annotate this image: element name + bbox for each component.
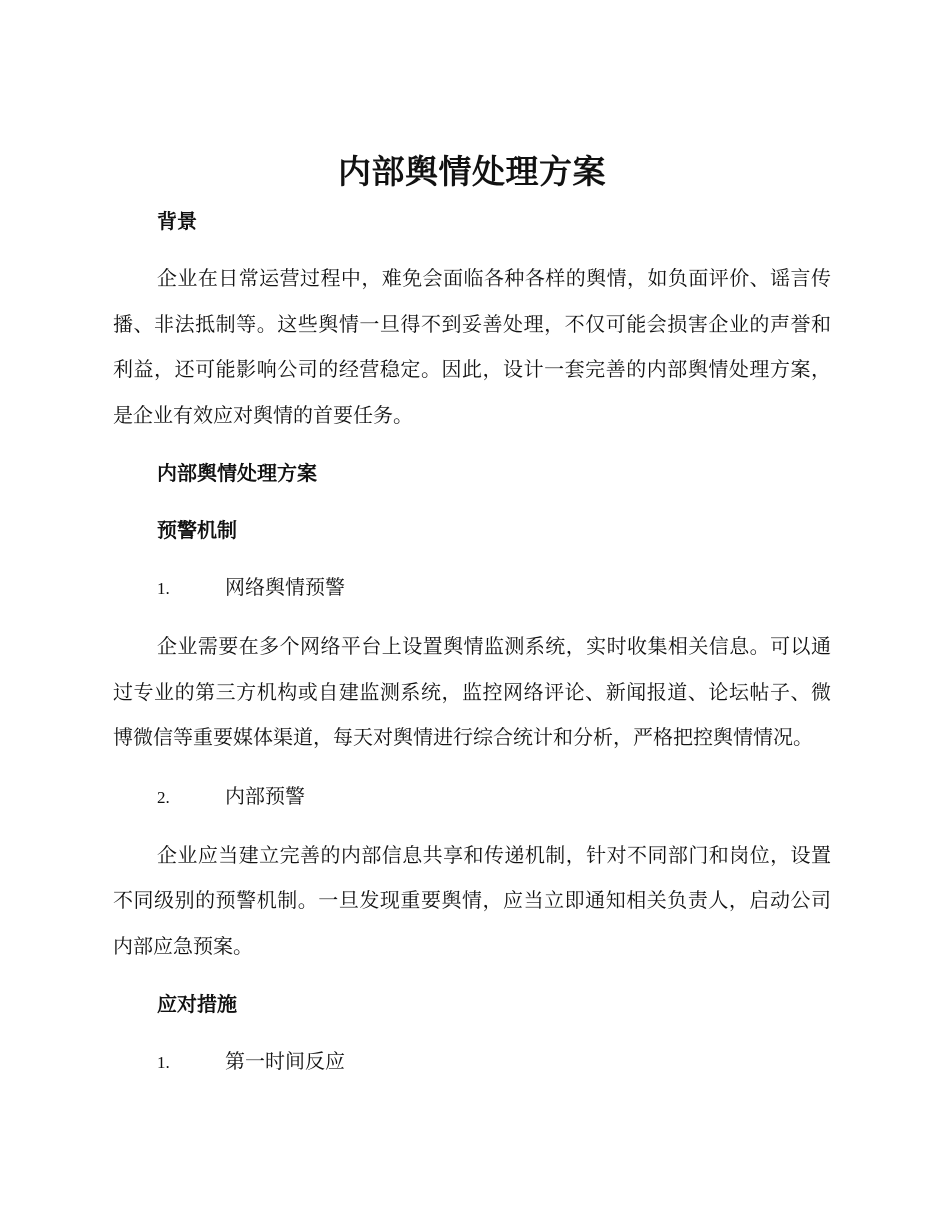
list-item-internal-warning [113,781,831,813]
document-body [113,148,831,1078]
list-label: 内部预警 [225,783,305,808]
background-paragraph: 企业在日常运营过程中，难免会面临各种各样的舆情，如负面评价、谣言传播、非法抵制等。这些舆情一旦得不到妥善处理，不仅可能会损害企业的声誉和利益，还可能影响公司的经营稳定。因此，设计一套完善的内部舆情处理方案，是企业有效应对舆情的首要任务。 [113,266,831,427]
list-number: 2. [157,787,170,807]
internal-warning-paragraph: 企业应当建立完善的内部信息共享和传递机制，针对不同部门和岗位，设置不同级别的预警机制。一旦发现重要舆情，应当立即通知相关负责人，启动公司内部应急预案。 [113,842,831,958]
list-label: 网络舆情预警 [225,575,345,599]
document-title: 内部舆情处理方案 [338,152,606,191]
list-item-network-warning [113,572,831,604]
list-item-first-response [113,1046,831,1078]
network-warning-paragraph: 企业需要在多个网络平台上设置舆情监测系统，实时收集相关信息。可以通过专业的第三方机构或自建监测系统，监控网络评论、新闻报道、论坛帖子、微博微信等重要媒体渠道，每天对舆情进行综合统计和分析，严格把控舆情情况。 [113,634,831,749]
list-number: 1. [157,1053,170,1072]
section-heading-plan: 内部舆情处理方案 [157,461,317,485]
list-number: 1. [157,579,170,598]
section-heading-response: 应对措施 [157,992,237,1016]
section-heading-warning: 预警机制 [157,518,237,542]
list-label: 第一时间反应 [225,1049,345,1073]
section-heading-background: 背景 [157,209,197,233]
